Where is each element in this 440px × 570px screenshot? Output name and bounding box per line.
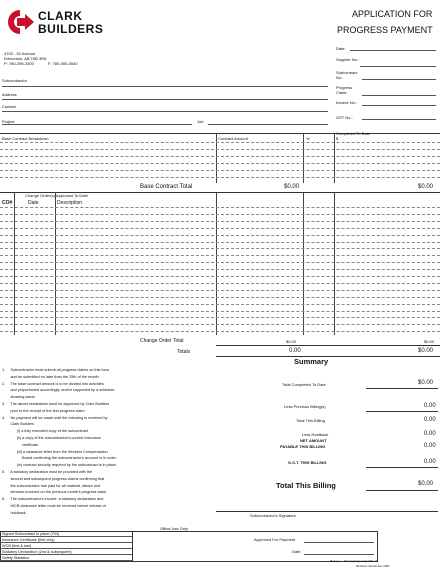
breakdown-col-base: Base Contract Breakdown	[2, 136, 49, 141]
change-order-col-date: Date	[28, 200, 39, 206]
summary-payable-value: 0.00	[424, 443, 436, 449]
summary-total-this-value: 0.00	[424, 417, 436, 423]
summary-less-holdback-value: 0.00	[424, 431, 436, 437]
instruction-line: and be submitted no later than the 25th of the month	[2, 374, 99, 379]
clark-logo-mark	[4, 9, 36, 35]
summary-line-1	[366, 388, 438, 389]
breakdown-col-completed-unit: $	[336, 136, 339, 141]
office-date-field[interactable]	[304, 554, 374, 555]
breakdown-row[interactable]	[0, 177, 440, 178]
form-title-line1: APPLICATION FOR	[352, 9, 433, 19]
change-order-row[interactable]	[0, 324, 440, 325]
office-use-checklist	[0, 531, 132, 561]
change-order-row[interactable]	[0, 262, 440, 263]
invoice-no-field[interactable]	[362, 105, 436, 106]
instruction-line: WCB clearance letter must be received before release of	[2, 503, 106, 508]
subcontractor-label: Subcontractor	[2, 78, 27, 83]
change-order-row[interactable]	[0, 290, 440, 291]
project-field[interactable]	[2, 124, 192, 125]
company-fax: F: 780-395-3540	[48, 61, 78, 66]
office-use-divider	[132, 531, 133, 562]
base-contract-total-completed: $0.00	[418, 184, 434, 190]
approved-label: Approved For Payment	[254, 537, 296, 542]
instruction-line: Clark Builders	[2, 422, 35, 427]
change-order-row[interactable]	[0, 331, 440, 332]
form-title-line2: PROGRESS PAYMENT	[337, 25, 433, 35]
change-order-row[interactable]	[0, 228, 440, 229]
instruction-line: Board confirming the subcontractor's account is in order.	[2, 456, 117, 461]
summary-title: Summary	[294, 357, 329, 366]
totals-completed: $0.00	[418, 348, 434, 354]
contact-field[interactable]	[2, 111, 328, 112]
contact-label: Contact	[2, 104, 16, 109]
summary-gst-label: G.S.T. THIS BILLING	[288, 460, 327, 465]
breakdown-row[interactable]	[0, 156, 440, 157]
instruction-line: holdback.	[2, 510, 27, 515]
breakdown-col-pct: %	[306, 136, 310, 141]
office-use-item[interactable]: Statutory Declaration (2nd & subsequent)	[0, 549, 132, 555]
supplier-no-field[interactable]	[360, 66, 436, 67]
change-order-row[interactable]	[0, 276, 440, 277]
totals-amount: 0.00	[289, 348, 301, 354]
instruction-line: showing same.	[2, 395, 36, 400]
change-order-row[interactable]	[0, 269, 440, 270]
change-order-total-label: Change Order Total	[140, 338, 184, 344]
signature-label: Subcontractor's Signature	[250, 513, 296, 518]
breakdown-row[interactable]	[0, 170, 440, 171]
company-address-2: Edmonton, AB T6B 3R6	[4, 56, 47, 61]
instructions-list	[2, 367, 202, 517]
change-order-col-co: CO#	[2, 200, 13, 206]
totals-label: Totals	[177, 349, 191, 355]
change-order-row[interactable]	[0, 317, 440, 318]
summary-payable-label: PAYABLE THIS BILLING	[280, 444, 326, 449]
gst-no-label: GST No.:	[336, 115, 353, 120]
office-use-item[interactable]: Safety Statistics	[0, 555, 132, 561]
summary-less-previous-value: 0.00	[424, 403, 436, 409]
signature-line[interactable]	[216, 511, 438, 512]
instruction-line: (iii) a clearance letter from the Workers Compensation	[2, 449, 108, 454]
summary-gst-value: 0.00	[424, 459, 436, 465]
subcontract-no-field[interactable]	[362, 79, 436, 80]
date-label: Date:	[336, 46, 346, 51]
change-order-row[interactable]	[0, 221, 440, 222]
summary-net-amount-label: NET AMOUNT	[300, 438, 327, 443]
summary-line-2	[366, 411, 438, 412]
company-name-line1: CLARK	[38, 9, 83, 23]
change-order-row[interactable]	[0, 248, 440, 249]
address-field[interactable]	[2, 99, 328, 100]
change-order-row[interactable]	[0, 214, 440, 215]
summary-total-completed-value: $0.00	[418, 380, 434, 386]
change-order-col-desc: Description	[57, 200, 83, 206]
instruction-line: the subcontractor has paid for all material, labour and	[2, 483, 101, 488]
office-use-title: Office Use Only	[160, 526, 188, 531]
instruction-line: and proportioned accordingly, and/or supported by a schedule	[2, 388, 115, 393]
change-order-rows	[0, 207, 440, 335]
change-order-row[interactable]	[0, 297, 440, 298]
change-order-row[interactable]	[0, 311, 440, 312]
instruction-line: certificate.	[2, 442, 40, 447]
summary-grand-underline	[366, 490, 438, 491]
instruction-line: 5. A statutory declaration must be provided with the	[2, 469, 93, 474]
summary-less-previous-label: Less Previous Billing(s)	[284, 404, 326, 409]
change-order-row[interactable]	[0, 207, 440, 208]
change-order-total-line	[216, 345, 440, 346]
gst-no-field[interactable]	[362, 119, 436, 120]
summary-total-completed-label: Total Completed To Date	[282, 382, 326, 387]
subcontractor-field[interactable]	[2, 86, 328, 87]
breakdown-col-amount: Contract Amount	[218, 136, 248, 141]
footer-ref: Ref: p:\.....\forms\progress\pc001.xls	[330, 559, 379, 563]
summary-grand-value: $0.00	[418, 481, 434, 487]
breakdown-row[interactable]	[0, 142, 440, 143]
change-order-header: Change Order(s) Approved To Date	[25, 193, 88, 198]
instruction-line: prior to the receipt of the first progress claim.	[2, 408, 86, 413]
instruction-line: 4. No payment will be made until the following is received by	[2, 415, 108, 420]
change-order-row[interactable]	[0, 255, 440, 256]
company-address-1: 4703 - 52 Avenue	[4, 51, 36, 56]
instruction-line: (ii) a copy of the subcontractor's current insurance	[2, 435, 101, 440]
office-use-item[interactable]: Signed Subcontract in place (Y/N)	[0, 531, 132, 537]
job-field[interactable]	[208, 124, 328, 125]
job-label: Job	[197, 119, 204, 124]
subcontract-no-label: Subcontract No.:	[336, 70, 358, 80]
breakdown-row[interactable]	[0, 163, 440, 164]
change-order-total-amount: $0.00	[286, 339, 297, 344]
company-logo	[4, 9, 36, 35]
change-order-total-completed: $0.00	[424, 339, 435, 344]
instruction-line: (i) a fully executed copy of the subcontract	[2, 429, 88, 434]
summary-total-this-label: Total This Billing	[296, 418, 325, 423]
company-name-line2: BUILDERS	[38, 22, 104, 36]
address-label: Address	[2, 92, 17, 97]
summary-line-3	[366, 467, 438, 468]
progress-claim-field[interactable]	[362, 95, 436, 96]
summary-less-holdback-label: Less Holdback	[302, 432, 329, 437]
office-use-item[interactable]: WCB (first & last)	[0, 543, 132, 549]
instruction-line: second and subsequent progress claims confirming that	[2, 476, 105, 481]
instruction-line: (iv) contract security required by the subcontract is in place.	[2, 463, 117, 468]
office-use-item[interactable]: Insurance Certificate (first only)	[0, 537, 132, 543]
breakdown-rows	[0, 142, 440, 184]
instruction-line: 2. The base contract amount is to be divided into activities	[2, 381, 104, 386]
summary-grand-label: Total This Billing	[276, 481, 336, 490]
base-contract-total-amount: $0.00	[284, 184, 300, 190]
progress-claim-label: Progress Claim:	[336, 85, 353, 95]
company-phone: P: 780-395-3300	[4, 61, 34, 66]
invoice-no-label: Invoice No.:	[336, 100, 358, 105]
project-label: Project	[2, 119, 15, 124]
breakdown-row[interactable]	[0, 149, 440, 150]
change-order-row[interactable]	[0, 283, 440, 284]
supplier-no-label: Supplier No.:	[336, 57, 360, 62]
office-date-label: Date	[292, 549, 301, 554]
change-order-row[interactable]	[0, 304, 440, 305]
change-order-row[interactable]	[0, 235, 440, 236]
footer-revised: Revised: December 2007	[356, 564, 390, 568]
instruction-line: services invoiced on the previous month's progress claim.	[2, 490, 108, 495]
instruction-line: 3. The above breakdown must be approved by Clark Builders	[2, 401, 110, 406]
instruction-line: 1. Subcontractor must submit all progress claims on this form	[2, 368, 109, 372]
date-field[interactable]	[350, 50, 436, 51]
approved-field[interactable]	[304, 542, 374, 543]
base-contract-total-label: Base Contract Total	[140, 184, 193, 190]
breakdown-col-completed: Completed To Date	[336, 131, 371, 136]
change-order-row[interactable]	[0, 242, 440, 243]
instruction-line: 6. The subcontractor's invoice, a statutory declaration and	[2, 497, 104, 502]
